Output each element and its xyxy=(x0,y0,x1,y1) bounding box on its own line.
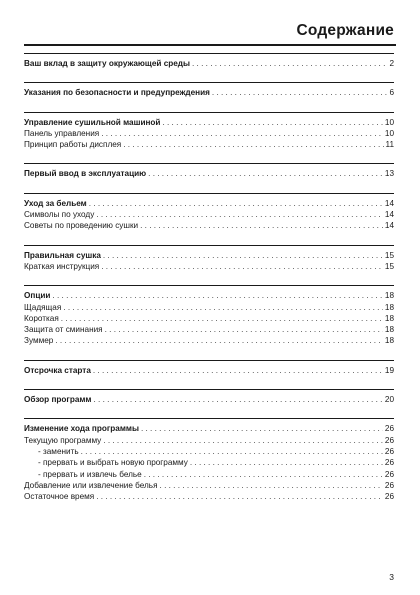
dot-leader xyxy=(63,302,383,313)
toc-entry-page: 18 xyxy=(384,291,394,301)
toc-section xyxy=(24,285,394,346)
toc-entry-page: 10 xyxy=(384,128,394,138)
toc-entry-label: Изменение хода программы xyxy=(24,424,139,434)
toc-heading-entry[interactable] xyxy=(24,290,394,301)
dot-leader xyxy=(96,209,383,220)
toc-entry-label: - прервать и извлечь белье xyxy=(38,469,142,479)
toc-entry-label: Зуммер xyxy=(24,336,54,346)
toc-entry-label: Обзор программ xyxy=(24,395,92,405)
dot-leader xyxy=(160,480,383,491)
dot-leader xyxy=(103,250,383,261)
dot-leader xyxy=(94,394,383,405)
toc-section xyxy=(24,245,394,273)
toc-entry-label: Опции xyxy=(24,291,51,301)
toc-section xyxy=(24,389,394,405)
dot-leader xyxy=(141,423,383,434)
dot-leader xyxy=(123,139,383,150)
toc-entry-page: 26 xyxy=(384,435,394,445)
toc-entry-label: Добавление или извлечение белья xyxy=(24,480,158,490)
dot-leader xyxy=(103,435,383,446)
toc-heading-entry[interactable] xyxy=(24,365,394,376)
toc-heading-entry[interactable] xyxy=(24,198,394,209)
dot-leader xyxy=(192,58,387,69)
toc-entry-label: Управление сушильной машиной xyxy=(24,117,161,127)
toc-heading-entry[interactable] xyxy=(24,117,394,128)
dot-leader xyxy=(140,220,383,231)
toc-entry[interactable] xyxy=(24,128,394,139)
toc-heading-entry[interactable] xyxy=(24,394,394,405)
toc-entry-label: Текущую программу xyxy=(24,435,102,445)
toc-section xyxy=(24,82,394,98)
dot-leader xyxy=(89,198,383,209)
toc-entry-page: 13 xyxy=(384,169,394,179)
toc-entry-page: 6 xyxy=(389,88,394,98)
toc-entry-page: 26 xyxy=(384,469,394,479)
dot-leader xyxy=(105,324,383,335)
toc-entry[interactable] xyxy=(24,480,394,491)
toc-entry[interactable] xyxy=(24,139,394,150)
toc-heading-entry[interactable] xyxy=(24,58,394,69)
toc-entry-page: 19 xyxy=(384,365,394,375)
toc-entry-page: 14 xyxy=(384,210,394,220)
toc-heading-entry[interactable] xyxy=(24,250,394,261)
toc-entry[interactable] xyxy=(24,491,394,502)
dot-leader xyxy=(144,469,383,480)
dot-leader xyxy=(55,335,383,346)
toc-entry[interactable] xyxy=(24,446,394,457)
toc-entry-page: 26 xyxy=(384,480,394,490)
toc-heading-entry[interactable] xyxy=(24,168,394,179)
toc-entry[interactable] xyxy=(24,435,394,446)
toc-entry-label: Ваш вклад в защиту окружающей среды xyxy=(24,59,190,68)
toc-entry-page: 20 xyxy=(384,395,394,405)
toc-entry[interactable] xyxy=(24,457,394,468)
header-divider xyxy=(24,44,396,46)
toc-entry-label: Короткая xyxy=(24,313,59,323)
toc-entry-page: 18 xyxy=(384,302,394,312)
toc-entry-page: 26 xyxy=(384,492,394,502)
dot-leader xyxy=(190,457,383,468)
dot-leader xyxy=(212,87,388,98)
table-of-contents xyxy=(24,53,394,515)
toc-entry-page: 26 xyxy=(384,458,394,468)
toc-entry-label: Остаточное время xyxy=(24,492,95,502)
toc-entry-page: 18 xyxy=(384,336,394,346)
toc-entry-page: 14 xyxy=(384,221,394,231)
dot-leader xyxy=(162,117,382,128)
toc-entry[interactable] xyxy=(24,313,394,324)
toc-entry-label: Панель управления xyxy=(24,128,100,138)
toc-section xyxy=(24,163,394,179)
dot-leader xyxy=(101,128,383,139)
page-number: 3 xyxy=(389,572,394,582)
dot-leader xyxy=(148,168,383,179)
toc-entry[interactable] xyxy=(24,335,394,346)
page-title: Содержание xyxy=(296,22,394,39)
toc-entry-page: 2 xyxy=(389,59,394,68)
toc-entry[interactable] xyxy=(24,261,394,272)
dot-leader xyxy=(81,446,383,457)
toc-entry-label: Уход за бельем xyxy=(24,198,87,208)
toc-entry-label: Щадящая xyxy=(24,302,62,312)
dot-leader xyxy=(101,261,383,272)
toc-entry-page: 10 xyxy=(384,117,394,127)
toc-entry-page: 14 xyxy=(384,198,394,208)
toc-entry-label: Отсрочка старта xyxy=(24,365,91,375)
toc-entry-label: Первый ввод в эксплуатацию xyxy=(24,169,147,179)
toc-entry-label: Защита от сминания xyxy=(24,325,103,335)
toc-entry-label: Символы по уходу xyxy=(24,210,95,220)
dot-leader xyxy=(96,491,383,502)
toc-entry-page: 18 xyxy=(384,313,394,323)
toc-entry-page: 11 xyxy=(385,140,394,150)
toc-entry[interactable] xyxy=(24,469,394,480)
toc-entry[interactable] xyxy=(24,209,394,220)
toc-entry-label: Принцип работы дисплея xyxy=(24,140,122,150)
toc-section xyxy=(24,193,394,232)
toc-section xyxy=(24,418,394,502)
toc-entry-label: - прервать и выбрать новую программу xyxy=(38,458,188,468)
toc-heading-entry[interactable] xyxy=(24,87,394,98)
toc-entry[interactable] xyxy=(24,302,394,313)
toc-entry-label: Указания по безопасности и предупреждения xyxy=(24,88,210,98)
dot-leader xyxy=(61,313,383,324)
toc-entry-page: 18 xyxy=(384,325,394,335)
toc-entry-page: 26 xyxy=(384,446,394,456)
toc-entry-label: Краткая инструкция xyxy=(24,261,100,271)
toc-section xyxy=(24,53,394,69)
toc-section xyxy=(24,360,394,376)
toc-entry[interactable] xyxy=(24,220,394,231)
toc-entry-label: - заменить xyxy=(38,446,79,456)
toc-entry-page: 26 xyxy=(384,424,394,434)
toc-entry-label: Правильная сушка xyxy=(24,250,101,260)
toc-heading-entry[interactable] xyxy=(24,423,394,434)
toc-entry[interactable] xyxy=(24,324,394,335)
toc-entry-label: Советы по проведению сушки xyxy=(24,221,139,231)
toc-entry-page: 15 xyxy=(384,250,394,260)
dot-leader xyxy=(52,290,382,301)
dot-leader xyxy=(93,365,383,376)
toc-section xyxy=(24,112,394,151)
toc-entry-page: 15 xyxy=(384,261,394,271)
